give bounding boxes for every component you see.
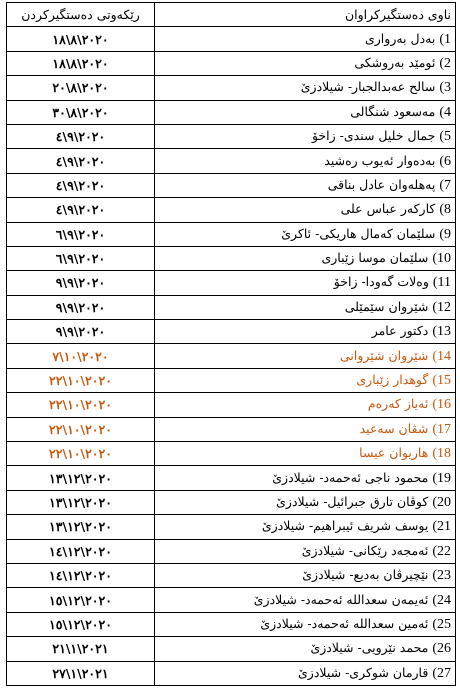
- detainee-name: جمال خلیل سندی- زاخۆ: [311, 128, 436, 144]
- detainee-name: بەدەوار ئەیوب رەشید: [324, 152, 436, 168]
- row-number: 23): [432, 568, 451, 584]
- table-row: [7, 515, 456, 539]
- detainee-name: یوسف شریف ئیبراهیم- شیلادزێ: [261, 518, 429, 534]
- detainee-name-cell: [155, 246, 456, 270]
- arrest-date-cell: ٢٠٢٠\٨\١٨: [7, 27, 155, 51]
- table-row: [7, 295, 456, 319]
- detainee-name: محمود ناجی ئەحمەد- شیلادزێ: [272, 469, 429, 485]
- arrest-date-cell: ٢٠٢٠\٩\٩: [7, 320, 155, 344]
- row-number: 25): [432, 616, 451, 632]
- row-number: 24): [432, 592, 451, 608]
- detainees-table: [6, 2, 456, 686]
- arrest-date-cell: ٢٠٢٠\١٢\١٥: [7, 612, 155, 636]
- arrest-date-cell: ٢٠٢١\١\٢٧: [7, 661, 155, 685]
- table-row: [7, 320, 456, 344]
- detainee-name: کوڤان تارق جبرائیل- شیلادزێ: [276, 494, 429, 509]
- detainee-name-cell: [155, 76, 456, 100]
- row-number: 10): [432, 251, 451, 267]
- row-number: 3): [439, 80, 451, 96]
- arrest-date-cell: ٢٠٢١\١\٢١: [7, 637, 155, 661]
- detainee-name-cell: [155, 198, 456, 222]
- detainee-name: وەلات گەودا- زاخۆ: [333, 274, 429, 290]
- detainee-name: نێچیرڤان بەدیع- شیلادزێ: [302, 567, 429, 583]
- row-number: 5): [439, 129, 451, 145]
- detainee-name-cell: [155, 417, 456, 441]
- table-row: [7, 222, 456, 246]
- detainee-name: پەهلەوان عادل بناقی: [327, 176, 436, 192]
- table-row: [7, 393, 456, 417]
- arrest-date-cell: ٢٠٢٠\٩\٤: [7, 124, 155, 148]
- header-row: [7, 3, 456, 27]
- arrest-date-cell: ٢٠٢٠\١٠\٢٢: [7, 442, 155, 466]
- detainee-name: سلێمان کەمال هاریکی- ئاکرێ: [281, 225, 436, 241]
- arrest-date-cell: ٢٠٢٠\٩\٦: [7, 246, 155, 270]
- row-number: 20): [432, 495, 451, 510]
- header-name: ناوی دەستگیرکراوان: [155, 3, 456, 27]
- table-row: [7, 27, 456, 51]
- detainee-name-cell: [155, 490, 456, 514]
- row-number: 13): [432, 324, 451, 340]
- row-number: 9): [439, 226, 451, 242]
- detainee-name-cell: [155, 295, 456, 319]
- detainee-name: بەدل بەرواری: [364, 30, 436, 46]
- table-row: [7, 368, 456, 392]
- arrest-date-cell: ٢٠٢٠\١٠\٢٢: [7, 368, 155, 392]
- detainee-name-cell: [155, 637, 456, 661]
- arrest-date-cell: ٢٠٢٠\٩\٤: [7, 149, 155, 173]
- row-number: 7): [439, 177, 451, 193]
- detainee-name: سالح عەبدالجبار- شیلادزێ: [300, 79, 436, 95]
- row-number: 18): [432, 446, 451, 462]
- row-number: 1): [439, 31, 451, 47]
- arrest-date-cell: ٢٠٢٠\٨\١٨: [7, 51, 155, 75]
- arrest-date-cell: ٢٠٢٠\١٢\١٣: [7, 466, 155, 490]
- arrest-date-cell: ٢٠٢٠\٩\٤: [7, 198, 155, 222]
- row-number: 15): [432, 373, 451, 389]
- detainee-name: گوهدار زێباری: [356, 372, 429, 388]
- table-row: [7, 344, 456, 368]
- table-row: [7, 149, 456, 173]
- detainee-name-cell: [155, 344, 456, 368]
- detainee-name: قارمان شوکری- شیلادزێ: [298, 664, 429, 680]
- detainee-name: ئەیاز کەرەم: [367, 396, 429, 412]
- detainee-name: سلێمان موسا زێباری: [321, 250, 429, 266]
- detainee-name-cell: [155, 661, 456, 685]
- detainee-name-cell: [155, 173, 456, 197]
- detainee-name: مەسعود شنگالی: [350, 103, 436, 119]
- row-number: 2): [439, 55, 451, 71]
- detainee-name-cell: [155, 51, 456, 75]
- detainee-name: هاریوان عیسا: [359, 445, 429, 461]
- table-row: [7, 51, 456, 75]
- row-number: 14): [432, 348, 451, 364]
- detainee-name-cell: [155, 222, 456, 246]
- detainee-name-cell: [155, 100, 456, 124]
- arrest-date-cell: ٢٠٢٠\١٢\١٣: [7, 490, 155, 514]
- arrest-date-cell: ٢٠٢٠\١٢\١٣: [7, 515, 155, 539]
- row-number: 21): [432, 519, 451, 535]
- header-date: رێکەوتی دەستگیرکردن: [7, 3, 155, 27]
- detainee-name-cell: [155, 27, 456, 51]
- arrest-date-cell: ٢٠٢٠\٩\٤: [7, 173, 155, 197]
- row-number: 19): [432, 470, 451, 486]
- arrest-date-cell: ٢٠٢٠\٨\٢٠: [7, 76, 155, 100]
- row-number: 8): [439, 202, 451, 218]
- detainee-name-cell: [155, 393, 456, 417]
- arrest-date-cell: ٢٠٢٠\١٢\١٤: [7, 539, 155, 563]
- detainee-name: کارکەر عباس علی: [340, 201, 436, 217]
- arrest-date-cell: ٢٠٢٠\٩\٩: [7, 295, 155, 319]
- detainee-name-cell: [155, 442, 456, 466]
- row-number: 27): [432, 665, 451, 681]
- detainee-name-cell: [155, 515, 456, 539]
- arrest-date-cell: ٢٠٢٠\٩\٦: [7, 222, 155, 246]
- table-row: [7, 124, 456, 148]
- row-number: 12): [432, 299, 451, 315]
- table-row: [7, 246, 456, 270]
- arrest-date-cell: ٢٠٢٠\١٠\٧: [7, 344, 155, 368]
- table-row: [7, 271, 456, 295]
- detainee-name: ئەمین سعدالله ئەحمەد- شیلادزێ: [260, 615, 429, 631]
- arrest-date-cell: ٢٠٢٠\٨\٣٠: [7, 100, 155, 124]
- arrest-date-cell: ٢٠٢٠\٩\٩: [7, 271, 155, 295]
- table-row: [7, 442, 456, 466]
- detainee-name-cell: [155, 588, 456, 612]
- arrest-date-cell: ٢٠٢٠\١٠\٢٢: [7, 417, 155, 441]
- table-row: [7, 612, 456, 636]
- detainee-name: ئومێد بەروشکی: [354, 54, 436, 70]
- table-row: [7, 100, 456, 124]
- detainee-name: محمد نێرویی- شیلادزێ: [310, 640, 429, 656]
- row-number: 17): [432, 421, 451, 437]
- arrest-date-cell: ٢٠٢٠\١٢\١٤: [7, 563, 155, 587]
- table-row: [7, 198, 456, 222]
- arrest-date-cell: ٢٠٢٠\١٠\٢٢: [7, 393, 155, 417]
- detainee-name: ئەیمەن سعدالله ئەحمەد- شیلادزێ: [253, 591, 429, 607]
- arrest-date-cell: ٢٠٢٠\١٢\١٥: [7, 588, 155, 612]
- row-number: 26): [432, 641, 451, 657]
- detainee-name-cell: [155, 368, 456, 392]
- detainee-name-cell: [155, 124, 456, 148]
- detainee-name-cell: [155, 466, 456, 490]
- table-row: [7, 417, 456, 441]
- row-number: 16): [432, 397, 451, 413]
- table-row: [7, 637, 456, 661]
- detainee-name: دکتور عامر: [371, 323, 429, 339]
- detainee-name-cell: [155, 539, 456, 563]
- table-row: [7, 490, 456, 514]
- row-number: 22): [432, 543, 451, 559]
- table-row: [7, 563, 456, 587]
- detainee-name-cell: [155, 563, 456, 587]
- detainee-name-cell: [155, 320, 456, 344]
- row-number: 4): [439, 104, 451, 120]
- detainee-name: شێروان سێمێلی: [344, 298, 429, 314]
- detainee-name-cell: [155, 271, 456, 295]
- row-number: 11): [432, 275, 451, 291]
- table-row: [7, 539, 456, 563]
- table-row: [7, 466, 456, 490]
- row-number: 6): [439, 153, 451, 169]
- table-row: [7, 76, 456, 100]
- detainee-name: شێروان شێروانی: [339, 347, 429, 363]
- table-row: [7, 588, 456, 612]
- detainee-name-cell: [155, 612, 456, 636]
- detainee-name: شڤان سەعید: [359, 420, 429, 436]
- detainee-name: ئەمجەد رێکانی- شیلادزێ: [301, 542, 429, 558]
- detainee-name-cell: [155, 149, 456, 173]
- table-row: [7, 661, 456, 685]
- table-row: [7, 173, 456, 197]
